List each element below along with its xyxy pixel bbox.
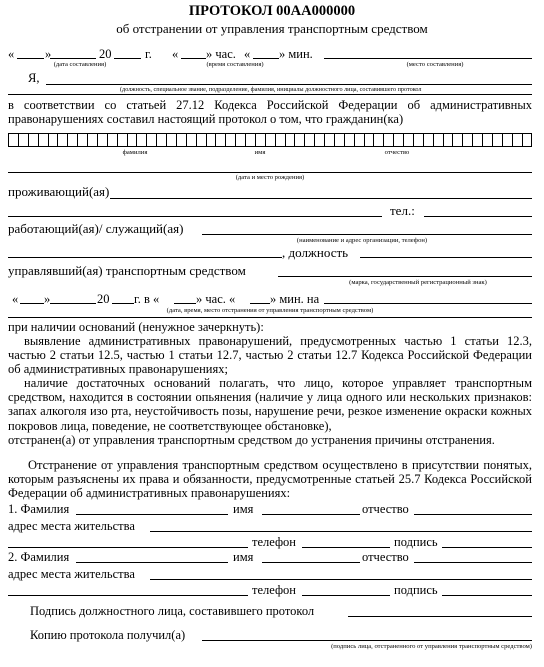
witness1-sign-field[interactable] — [442, 547, 532, 548]
tel-label: тел.: — [390, 203, 415, 218]
witness2-address-field[interactable] — [150, 579, 532, 580]
protocol-title: ПРОТОКОЛ 00АА000000 — [188, 3, 356, 19]
official-signature-field[interactable] — [348, 616, 532, 617]
caption-official: (должность, специальное звание, подразделение, фамилия, инициалы должностного лица, составившего протокол — [120, 86, 422, 93]
witness1-phone-label: телефон — [252, 535, 296, 549]
witness2-phone-label: телефон — [252, 583, 296, 597]
caption-surname: фамилия — [122, 149, 148, 156]
witness1-address-field[interactable] — [150, 531, 532, 532]
removed-text: отстранен(а) от управления транспортным средством до устранения причины отстранения. — [8, 433, 495, 447]
year-field-2[interactable] — [112, 303, 134, 304]
minute-field-2[interactable] — [250, 303, 270, 304]
witness2-surname-field[interactable] — [76, 562, 228, 563]
removal-place-field[interactable] — [324, 303, 532, 304]
official-field-2[interactable] — [8, 94, 532, 95]
i-label: Я, — [28, 71, 40, 85]
witness1-name-field[interactable] — [262, 514, 360, 515]
caption-name: имя — [254, 149, 266, 156]
driver-label: управлявший(ая) транспортным средством — [8, 263, 246, 278]
witness1-surname-field[interactable] — [76, 514, 228, 515]
intro-text: в соответствии со статьей 27.12 Кодекса Российской Федерации об административных правонарушениях составил настоящий протокол о том, что гражданин(ка) — [8, 98, 532, 127]
witness-intro: Отстранение от управления транспортным средством осуществлено в присутствии понятых, которым разъяснены их права и обязанности, предусмотренные статьей 25.7 Кодекса Российской Федерации об административных правонарушениях: — [8, 458, 532, 501]
witness1-phone-field[interactable] — [302, 547, 390, 548]
witness2-name-field[interactable] — [262, 562, 360, 563]
month-field[interactable] — [50, 58, 96, 59]
official-field[interactable] — [46, 84, 532, 85]
witness2-surname-label: 2. Фамилия — [8, 550, 70, 564]
witness1-sign-label: подпись — [394, 535, 438, 549]
caption-patronymic: отчество — [384, 149, 410, 156]
tel-field[interactable] — [424, 216, 532, 217]
witness2-patronymic-label: отчество — [362, 550, 409, 564]
caption-vehicle: (марка, государственный регистрационный знак) — [349, 279, 487, 286]
day-field[interactable] — [17, 58, 44, 59]
caption-date: (дата составления) — [53, 61, 107, 68]
witness1-address-field-2[interactable] — [8, 547, 248, 548]
removal-place-field-2[interactable] — [8, 317, 532, 318]
witness1-name-label: имя — [233, 502, 254, 516]
caption-birth: (дата и место рождения) — [235, 174, 305, 181]
witness2-address-label: адрес места жительства — [8, 567, 135, 581]
witness1-patronymic-label: отчество — [362, 502, 409, 516]
name-letter-grid[interactable] — [8, 133, 532, 147]
address-field-2[interactable] — [8, 216, 382, 217]
witness2-phone-field[interactable] — [302, 595, 390, 596]
protocol-subtitle: об отстранении от управления транспортным средством — [116, 21, 428, 36]
hour-field[interactable] — [181, 58, 206, 59]
caption-date-time-place: (дата, время, место отстранения от управления транспортным средством) — [166, 307, 374, 314]
caption-time: (время составления) — [206, 61, 264, 68]
position-label: , должность — [282, 245, 349, 260]
witness1-surname-label: 1. Фамилия — [8, 502, 70, 516]
hour-field-2[interactable] — [174, 303, 196, 304]
copy-received-label: Копию протокола получил(а) — [30, 628, 186, 642]
vehicle-field[interactable] — [278, 276, 532, 277]
month-field-2[interactable] — [50, 303, 96, 304]
birth-field[interactable] — [8, 172, 532, 173]
year-field[interactable] — [114, 58, 141, 59]
ground-2: наличие достаточных оснований полагать, что лицо, которое управляет транспортным средством, находится в состоянии опьянения (наличие у лица одного или нескольких признаков: запах алкоголя изо рта, неустойчивость позы, нарушение речи, резкое изменение окраски кожных покровов лица, поведение, не соответствующее обстановке), — [8, 376, 532, 433]
ground-1: выявление административных правонарушений, предусмотренных частью 1 статьи 12.3, частью 2 статьи 12.5, частью 1 статьи 12.7, частью 2 статьи 12.7 Кодекса Российской Федерации об административных правонарушениях; — [8, 334, 532, 377]
caption-place: (место составления) — [406, 61, 464, 68]
copy-received-signature-field[interactable] — [202, 640, 532, 641]
witness2-sign-label: подпись — [394, 583, 438, 597]
grounds-header: при наличии оснований (ненужное зачеркнуть): — [8, 320, 264, 334]
address-field[interactable] — [110, 198, 532, 199]
org-field[interactable] — [202, 234, 532, 235]
place-field[interactable] — [324, 58, 532, 59]
resident-label: проживающий(ая) — [8, 184, 110, 199]
witness1-patronymic-field[interactable] — [414, 514, 532, 515]
worker-label: работающий(ая)/ служащий(ая) — [8, 221, 184, 236]
witness1-address-label: адрес места жительства — [8, 519, 135, 533]
witness2-patronymic-field[interactable] — [414, 562, 532, 563]
minute-field[interactable] — [253, 58, 279, 59]
day-field-2[interactable] — [20, 303, 44, 304]
witness2-address-field-2[interactable] — [8, 595, 248, 596]
caption-signature-removed: (подпись лица, отстраненного от управления транспортным средством) — [331, 643, 532, 650]
witness2-sign-field[interactable] — [442, 595, 532, 596]
org-field-2[interactable] — [8, 257, 282, 258]
official-signature-label: Подпись должностного лица, составившего протокол — [30, 604, 315, 618]
position-field[interactable] — [360, 257, 532, 258]
caption-org: (наименование и адрес организации, телефон) — [296, 237, 428, 244]
witness2-name-label: имя — [233, 550, 254, 564]
